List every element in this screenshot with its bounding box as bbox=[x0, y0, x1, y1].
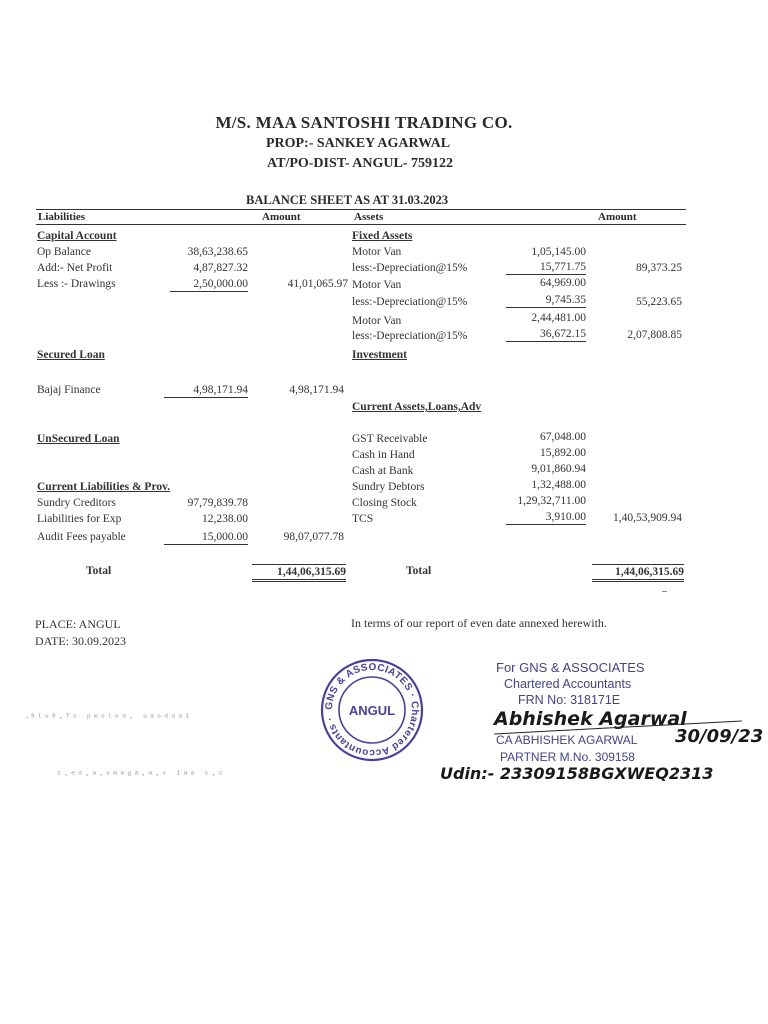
unsecured-loan-heading: UnSecured Loan bbox=[37, 433, 120, 445]
sundry-debtors-label: Sundry Debtors bbox=[352, 481, 425, 493]
drawings-label: Less :- Drawings bbox=[37, 278, 116, 290]
place: PLACE: ANGUL bbox=[35, 617, 121, 631]
tcs-label: TCS bbox=[352, 513, 374, 525]
depreciation-1-value: 15,771.75 bbox=[506, 261, 586, 275]
motor-van-3-value: 2,44,481.00 bbox=[531, 312, 586, 324]
header-top-rule bbox=[36, 209, 686, 210]
gst-receivable-label: GST Receivable bbox=[352, 433, 428, 445]
depreciation-2-value: 9,745.35 bbox=[506, 294, 586, 308]
liabilities-for-exp-value: 12,238.00 bbox=[202, 513, 248, 525]
closing-stock-value: 1,29,32,711.00 bbox=[517, 495, 586, 507]
motor-van-3-net: 2,07,808.85 bbox=[627, 329, 682, 341]
auditor-signature: Abhishek Agarwal bbox=[494, 708, 687, 730]
motor-van-1-value: 1,05,145.00 bbox=[531, 246, 586, 258]
audit-fees-label: Audit Fees payable bbox=[37, 531, 126, 543]
current-liabilities-total: 98,07,077.78 bbox=[283, 531, 344, 543]
cash-in-hand-label: Cash in Hand bbox=[352, 449, 415, 461]
liabilities-total-value: 1,44,06,315.69 bbox=[252, 564, 346, 582]
capital-total: 41,01,065.97 bbox=[287, 278, 348, 290]
cash-at-bank-label: Cash at Bank bbox=[352, 465, 414, 477]
tcs-value: 3,910.00 bbox=[506, 511, 586, 525]
motor-van-1-label: Motor Van bbox=[352, 246, 402, 258]
col-amount-right: Amount bbox=[598, 211, 637, 223]
col-assets: Assets bbox=[354, 211, 384, 223]
liabilities-for-exp-label: Liabilities for Exp bbox=[37, 513, 122, 525]
assets-total-value: 1,44,06,315.69 bbox=[592, 564, 684, 582]
udin: Udin:- 23309158BGXWEQ2313 bbox=[440, 764, 714, 783]
sign-date: 30/09/23 bbox=[675, 726, 764, 747]
motor-van-1-net: 89,373.25 bbox=[636, 262, 682, 274]
fixed-assets-heading: Fixed Assets bbox=[352, 230, 413, 242]
motor-van-3-label: Motor Van bbox=[352, 315, 402, 327]
proprietor: PROP:- SANKEY AGARWAL bbox=[265, 136, 451, 151]
closing-stock-label: Closing Stock bbox=[352, 497, 417, 509]
net-profit-value: 4,87,827.32 bbox=[193, 262, 248, 274]
sundry-debtors-value: 1,32,488.00 bbox=[531, 479, 586, 491]
depreciation-3-value: 36,672.15 bbox=[506, 328, 586, 342]
auditor-designation: Chartered Accountants bbox=[504, 677, 632, 691]
net-profit-label: Add:- Net Profit bbox=[37, 262, 113, 274]
depreciation-1-label: less:-Depreciation@15% bbox=[352, 262, 468, 274]
motor-van-2-value: 64,969.00 bbox=[540, 277, 586, 289]
auditor-frn: FRN No: 318171E bbox=[518, 693, 621, 707]
gst-receivable-value: 67,048.00 bbox=[540, 431, 586, 443]
motor-van-2-label: Motor Van bbox=[352, 279, 402, 291]
drawings-value: 2,50,000.00 bbox=[170, 278, 248, 292]
liabilities-total-label: Total bbox=[86, 565, 112, 577]
depreciation-3-label: less:-Depreciation@15% bbox=[352, 330, 468, 342]
col-liabilities: Liabilities bbox=[38, 211, 86, 223]
current-liabilities-heading: Current Liabilities & Prov. bbox=[37, 481, 171, 493]
secured-loan-total: 4,98,171.94 bbox=[289, 384, 344, 396]
auditor-partner: PARTNER M.No. 309158 bbox=[500, 750, 635, 764]
audit-fees-value: 15,000.00 bbox=[164, 531, 248, 545]
cash-at-bank-value: 9,01,860.94 bbox=[531, 463, 586, 475]
motor-van-2-net: 55,223.65 bbox=[636, 296, 682, 308]
auditor-for-line: For GNS & ASSOCIATES bbox=[496, 660, 645, 675]
col-amount-left: Amount bbox=[262, 211, 301, 223]
address: AT/PO-DIST- ANGUL- 759122 bbox=[267, 156, 453, 171]
header-bottom-rule bbox=[36, 224, 686, 225]
current-assets-heading: Current Assets,Loans,Adv bbox=[352, 401, 482, 413]
stray-mark bbox=[662, 591, 667, 592]
date: DATE: 30.09.2023 bbox=[35, 634, 126, 648]
sundry-creditors-value: 97,79,839.78 bbox=[187, 497, 248, 509]
op-balance-label: Op Balance bbox=[37, 246, 91, 258]
sundry-creditors-label: Sundry Creditors bbox=[37, 497, 116, 509]
ca-stamp bbox=[318, 656, 426, 764]
report-note: In terms of our report of even date annexed herewith. bbox=[351, 616, 607, 630]
faint-marks-2: ˢ·ᵉᵈ·ᵃ·ᵛᵐᵃᵍᵃ·ᵐ·ᵛ ¹ᵃᵃ ˢ·ˢ bbox=[56, 770, 225, 781]
depreciation-2-label: less:-Depreciation@15% bbox=[352, 296, 468, 308]
stamp-center-text: ANGUL bbox=[348, 703, 396, 718]
faint-marks-1: ⸱⁹ˡᵘ⁹·ᵀˢ ᵖᵐᵒˡᵒᵈ· ᵘᵃᵒᵈᵈᵃ¹ bbox=[26, 713, 192, 724]
auditor-name: CA ABHISHEK AGARWAL bbox=[496, 733, 638, 747]
secured-loan-heading: Secured Loan bbox=[37, 349, 105, 361]
assets-total-label: Total bbox=[406, 565, 432, 577]
sheet-title: BALANCE SHEET AS AT 31.03.2023 bbox=[246, 193, 449, 207]
cash-in-hand-value: 15,892.00 bbox=[540, 447, 586, 459]
bajaj-finance-label: Bajaj Finance bbox=[37, 384, 101, 396]
op-balance-value: 38,63,238.65 bbox=[187, 246, 248, 258]
firm-name: M/S. MAA SANTOSHI TRADING CO. bbox=[215, 113, 513, 132]
stamp-ring-text: GNS & ASSOCIATES · Chartered Accountants · bbox=[323, 661, 421, 759]
capital-account-heading: Capital Account bbox=[37, 230, 117, 242]
investment-heading: Investment bbox=[352, 349, 407, 361]
bajaj-finance-value: 4,98,171.94 bbox=[164, 384, 248, 398]
current-assets-total: 1,40,53,909.94 bbox=[613, 512, 682, 524]
